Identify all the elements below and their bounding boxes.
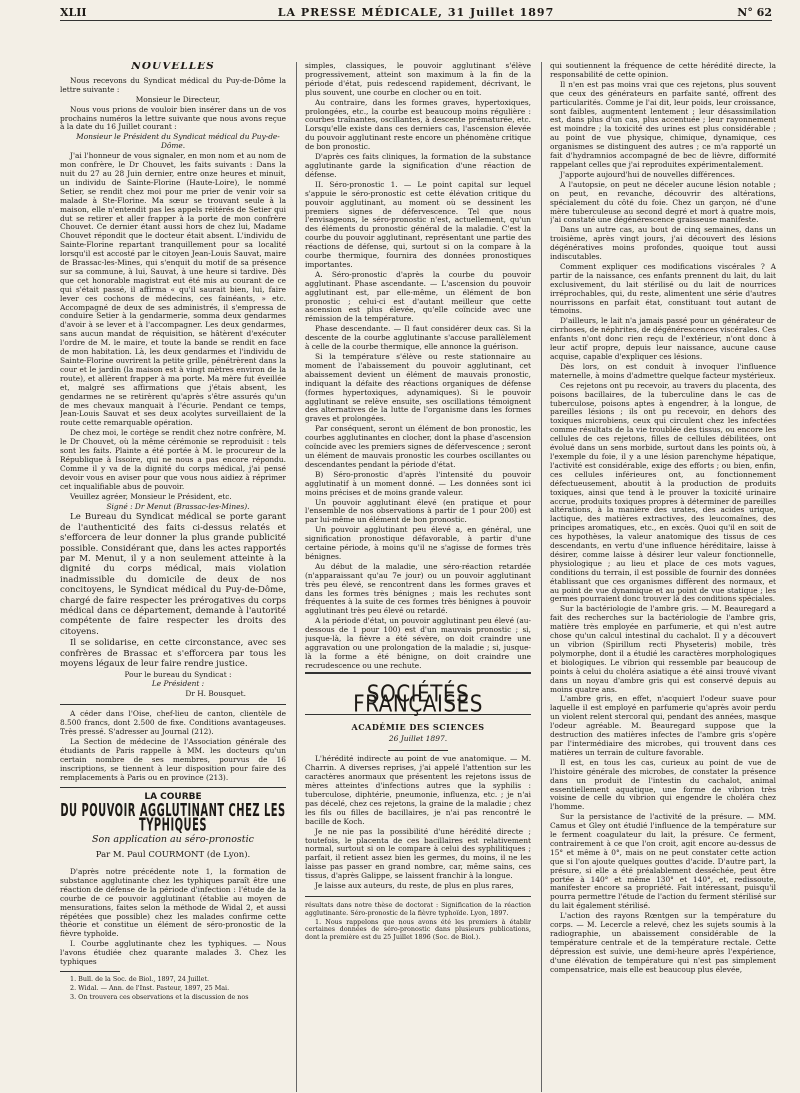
column-divider	[541, 62, 542, 1092]
paragraph: Ces rejetons ont pu recevoir, au travers du placenta, des poisons bacillaires, de la tuberculine dans le cas de tuberculose, poisons aptes à engendrer, à la longue, de pareilles lésions ; ils ont pu recevoir, en dehors des toxiques microbiens, ceux qui circulent chez les infectées comme résultats de la vie troublée des tissus, ou encore les cellules de ces rejetons, filles de cellules débilitées, ont évolué dans un sens morbide, surtout dans les points où, à l'exemple du foie, il y a une lésion parenchyme hépatique, l'activité est considérable, exige des efforts ; ou bien, enfin, ces cellules inférieures ont, au fonctionnement défectueusement, aboutit à la production de produits toxiques, ainsi que tend à le prouver la toxicité urinaire accrue, produits toxiques propres à déterminer de pareilles altérations, à la manière des urates, des acides urique, lactique, des matières extractives, des leucomaïnes, des principes aromatiques, etc., en excès. Quoi qu'il en soit de ces hypothèses, la valeur anatomique des tissus de ces descendants, en vertu d'une influence héréditaire, laisse à désirer, comme laisse à désirer leur valeur fonctionnelle, physiologique ; au lieu et place de ces mots vagues, conditions du terrain, il est possible de fournir des données établissant que ces organismes diffèrent des normaux, et au point de vue dynamique et au point de vue statique ; les germes pourraient donc trouver là des conditions spéciales.	[550, 380, 776, 604]
paragraph: qui soutiennent la fréquence de cette hérédité directe, la responsabilité de cette opinion.	[550, 62, 776, 79]
paragraph: Le Président :	[151, 679, 205, 689]
divider	[305, 896, 531, 897]
section-heading: NOUVELLES	[131, 62, 215, 72]
divider	[60, 704, 286, 705]
classified-ad: A céder dans l'Oise, chef-lieu de canton, clientèle de 8.500 francs, dont 2.500 de fixe. Conditions avantageuses. Très pressé. S'adresser au Journal (212).	[60, 709, 286, 737]
paragraph: Au contraire, dans les formes graves, hypertoxiques, prolongées, etc., la courbe est beaucoup moins régulière : courbes traînantes, oscillantes, à descente prématurée, etc. Lorsqu'elle existe dans ces derniers cas, l'ascension élevée du pouvoir agglutinant reste encore un phénomène critique de bon pronostic.	[305, 97, 531, 152]
paragraph: Un pouvoir agglutinant peu élevé a, en général, une signification pronostique défavorable, à partir d'une certaine période, à moins qu'il ne s'agisse de formes très bénignes.	[305, 525, 531, 561]
paragraph: Il n'en est pas moins vrai que ces rejetons, plus souvent que ceux des générateurs en parfaite santé, offrent des particularités. Comme je l'ai dit, leur poids, leur croissance, sont faibles, augmentent lentement ; leur désassimilation est, dans plus d'un cas, plus accentuée ; leur rayonnement est moindre ; la toxicité des urines est plus considérable ; au point de vue physique, chimique, dynamique, ces organismes se distinguent des autres ; ce m'a rapporté un fait d'hydramnios accompagné de bec de lièvre, difformité rappelant celles que j'ai reproduites expérimentalement.	[550, 79, 776, 169]
footnote: 1. Bull. de la Soc. de Biol., 1897, 24 Juillet.	[70, 974, 210, 983]
paragraph: Je laisse aux auteurs, du reste, de plus en plus rares,	[315, 881, 514, 891]
paragraph: Par conséquent, seront un élément de bon pronostic, les courbes agglutinantes en clocher, dont la phase d'ascension coïncide avec les premiers signes de défervescence ; seront un élément de mauvais pronostic les courbes oscillantes ou descendantes pendant la période d'état.	[305, 424, 531, 469]
column-divider	[296, 62, 297, 1092]
paragraph: Un pouvoir agglutinant élevé (en pratique et pour l'ensemble de nos observations à partir de 1 pour 200) est par lui-même un élément de bon pronostic.	[305, 497, 531, 525]
section-banner	[305, 672, 531, 718]
paragraph: Il est, en tous les cas, curieux au point de vue de l'histoire générale des microbes, de constater la présence dans un produit de l'intestin du cachalot, animal essentiellement aquatique, une forme de vibrion très voisine de celle du vibrion qui engendre le choléra chez l'homme.	[550, 757, 776, 812]
column-2	[305, 62, 531, 1090]
paragraph: Nous vous prions de vouloir bien insérer dans un de vos prochains numéros la lettre suivante que nous avons reçue à la date du 16 Juillet courant :	[60, 104, 286, 132]
paragraph: D'ailleurs, le lait n'a jamais passé pour un générateur de cirrhoses, de néphrites, de dégénérescences viscérales. Ces enfants n'ont donc rien reçu de l'extérieur, n'ont donc à leur actif propre, depuis leur naissance, aucune cause acquise, capable d'expliquer ces lésions.	[550, 316, 776, 361]
paragraph: Au début de la maladie, une séro-réaction retardée (n'apparaissant qu'au 7e jour) ou un pouvoir agglutinant très peu élevé, se rencontrent dans les formes graves et dans les formes très bénignes ; mais les rechutes sont fréquentes à la suite de ces formes très bénignes à pouvoir agglutinant très peu élevé ou retardé.	[305, 561, 531, 616]
signature: Dr H. Bousquet.	[185, 689, 246, 699]
session-date: 26 Juillet 1897.	[388, 734, 448, 744]
paragraph: Sur la bactériologie de l'ambre gris. — M. Beauregard a fait des recherches sur la bactériologie de l'ambre gris, matière très employée en parfumerie, et qui n'est autre chose qu'un calcul intestinal du cachalot. Il y a découvert un vibrion (Spirillum recti Physeteris) mobile, très polymorphe, dont il a étudié les caractères morphologiques et biologiques. Le vibrion qui ressemble par beaucoup de points à celui du choléra asiatique a été ainsi trouvé vivant dans un noyau d'ambre gris qui est conservé depuis au moins quatre ans.	[550, 604, 776, 694]
paragraph: A la période d'état, un pouvoir agglutinant peu élevé (au-dessous de 1 pour 100) est d'un mauvais pronostic ; si, jusque-là, la fièvre a été sévère, on doit craindre une aggravation ou une prolongation de la maladie ; si, jusque-là la forme a été bénigne, on doit craindre une recrudescence ou une rechute.	[305, 616, 531, 670]
paragraph: J'ai l'honneur de vous signaler, en mon nom et au nom de mon confrère, le Dr Chouvet, les faits suivants : Dans la nuit du 27 au 28 Juin dernier, entre onze heures et minuit, un individu de Sainte-Florine (Haute-Loire), le nommé Setier, se rendit chez moi pour me prier de venir voir sa malade à Ste-Florine. Ma sœur se trouvant seule à la maison, elle n'entendit pas les appels réitérés de Setier qui dut se retirer et aller frapper à la porte de mon confrère Chouvet. Ce dernier étant aussi hors de chez lui, Madame Chouvet répondit que le docteur était absent. L'individu de Sainte-Florine repartant tranquillement pour sa localité lorsqu'il est accosté par le citoyen Jean-Louis Sauvat, maire de Brassac-les-Mines, qui s'enquit du motif de sa présence sur sa commune, à lui, Sauvat, à une heure si tardive. Dès que cet honorable magistrat eut été mis au courant de ce qui s'était passé, il affirma « qu'il saurait bien, lui, faire lever ces cochons de médecins, ces fainéants, » etc. Accompagné de deux de ses administrés, il s'empressa de conduire Setier à la gendarmerie, somma deux gendarmes d'avoir à se lever et à l'accompagner. Les deux gendarmes, sans aucun mandat de réquisition, se hâtèrent d'exécuter l'ordre de M. le maire, et toute la bande se rendit en face de mon habitation. Là, les deux gendarmes et l'individu de Sainte-Florine ouvrirent la petite grille, pénétrèrent dans la cour et le jardin (la maison est à vingt mètres environ de la route), et allèrent frapper à ma porte. Ma mère fut éveillée et, malgré ses affirmations que j'étais absent, les gendarmes ne se retirèrent qu'après s'être assurés qu'un de mes chevaux manquait à l'écurie. Pendant ce temps, Jean-Louis Sauvat et ses deux acolytes surveillaient de la route cette remarquable opération.	[60, 151, 286, 428]
paragraph: L'ambre gris, en effet, n'acquiert l'odeur suave pour laquelle il est employé en parfumerie qu'après avoir perdu un violent relent stercoral qui, pendant des années, masque l'odeur agréable. M. Beauregard suppose que la destruction des matières infectes de l'ambre gris s'opère par l'intermédiaire des microbes, qui trouvent dans ces matières un terrain de culture favorable.	[550, 694, 776, 757]
paragraph: B) Séro-pronostic d'après l'intensité du pouvoir agglutinatif à un moment donné. — Les données sont ici moins précises et de moins grande valeur.	[305, 469, 531, 497]
footnote-rule	[60, 971, 120, 972]
paragraph: J'apporte aujourd'hui de nouvelles différences.	[560, 169, 735, 179]
paragraph: Dans un autre cas, au bout de cinq semaines, dans un troisième, après vingt jours, j'ai découvert des lésions dégénératives moins profondes, quoique tout aussi indiscutables.	[550, 225, 776, 262]
article-kicker: LA COURBE	[144, 792, 202, 803]
paragraph: Phase descendante. — Il faut considérer deux cas. Si la descente de la courbe agglutinante s'accuse parallèlement à celle de la courbe thermique, elle annonce la guérison.	[305, 324, 531, 352]
paragraph: L'action des rayons Rœntgen sur la température du corps. — M. Lecercle a relevé, chez les sujets soumis à la radiographie, un abaissement considérable de la température centrale et de la température rectale. Cette dépression est suivie, une demi-heure après l'expérience, d'une élévation de température qui n'est pas simplement compensatrice, mais elle est beaucoup plus élevée,	[550, 911, 776, 974]
footnote: 2. Widal. — Ann. de l'Inst. Pasteur, 1897, 25 Mai.	[70, 983, 230, 992]
paragraph: De chez moi, le cortège se rendit chez notre confrère, M. le Dr Chouvet, où la même cérémonie se reproduisit : tels sont les faits. Plainte a été portée à M. le procureur de la République à Issoire, qui ne nous a pas encore répondu. Comme il y va de la dignité du corps médical, j'ai pensé devoir vous en aviser pour que vous nous aidiez à réprimer cet inqualifiable abus de pouvoir.	[60, 428, 286, 491]
salutation: Monsieur le Directeur,	[135, 94, 221, 104]
signature: Signé : Dr Menut (Brassac-les-Mines).	[106, 501, 250, 511]
section-title: SOCIÉTÉS FRANÇAISES	[353, 679, 483, 718]
page-header	[60, 4, 772, 21]
footnote: 1. Nous rappelons que nous avons été les premiers à établir certaines données de séro-pronostic dans plusieurs publications, dont la première est du 25 Juillet 1896 (Soc. de Biol.).	[305, 917, 531, 942]
paragraph: Sur la persistance de l'activité de la présure. — MM. Camus et Gley ont étudié l'influence de la température sur le ferment coagulateur du lait, la présure. Ce ferment, contrairement à ce que l'on croit, agit encore au-dessus de 15° et même à 0°, mais on ne peut constater cette action que si l'on ajoute quelques gouttes d'acide. D'autre part, la présure, si elle a été préalablement desséchée, peut être portée à 140° et même 130° et 140°, et, redissoute, manifester encore sa propriété. Fait intéressant, puisqu'il pourra permettre l'étude de l'action du ferment stérilisé sur du lait également stérilisé.	[550, 812, 776, 911]
column-1	[60, 62, 286, 1090]
paragraph: L'hérédité indirecte au point de vue anatomique. — M. Charrin. A diverses reprises, j'ai appelé l'attention sur les caractères anormaux que présentent les rejetons issus de mères atteintes d'infections autres que la syphilis : tuberculose, diphtérie, pneumonie, influenza, etc. ; je n'ai pas décelé, chez ces rejetons, la graine de la maladie ; chez les fils ou filles de bacillaires, je n'ai pas rencontré le bacille de Koch.	[305, 754, 531, 826]
paragraph: simples, classiques, le pouvoir agglutinant s'élève progressivement, atteint son maximum à la fin de la période d'état, puis redescend rapidement, décrivant, le plus souvent, une courbe en clocher ou en toit.	[305, 62, 531, 97]
page-number: XLII	[60, 6, 87, 19]
footnote: résultats dans notre thèse de doctorat : Signification de la réaction agglutinante. Séro-pronostic de la fièvre typhoïde. Lyon, 1897.	[305, 900, 531, 917]
paragraph: II. Séro-pronostic 1. — Le point capital sur lequel s'appuie le séro-pronostic est cette élévation critique du pouvoir agglutinant, au moment où se dessinent les premiers signes de défervescence. Tel que nous l'envisageons, le séro-pronostic n'est, actuellement, qu'un des éléments du pronostic général de la maladie. C'est la courbe du pouvoir agglutinant, représentant une partie des réactions de défense, qui, surtout si on la compare à la courbe thermique, fournira des données pronostiques importantes.	[305, 179, 531, 269]
issue-number: N° 62	[737, 6, 772, 19]
paragraph: Pour le bureau du Syndicat :	[124, 669, 232, 679]
journal-title: LA PRESSE MÉDICALE, 31 Juillet 1897	[277, 6, 555, 19]
paragraph: D'après ces faits cliniques, la formation de la substance agglutinante garde la signification d'une réaction de défense.	[305, 152, 531, 179]
classified-ad: La Section de médecine de l'Association générale des étudiants de Paris rappelle à MM. les docteurs qu'un certain nombre de ses membres, pourvus de 16 inscriptions, se tiennent à leur disposition pour faire des remplacements à Paris ou en province (213).	[60, 736, 286, 782]
divider	[388, 750, 448, 751]
paragraph: Dès lors, on est conduit à invoquer l'influence maternelle, à moins d'admettre quelque facteur mystérieux.	[550, 361, 776, 380]
paragraph: Je ne nie pas la possibilité d'une hérédité directe ; toutefois, le placenta de ces bacillaires est relativement normal, surtout si on le compare à celui des syphilitiques ; parfait, il retient assez bien les germes, du moins, il ne les laisse pas passer en grand nombre, car, même sains, ces tissus, d'après Galippe, se laissent franchir à la longue.	[305, 826, 531, 881]
paragraph: A. Séro-pronostic d'après la courbe du pouvoir agglutinant. Phase ascendante. — L'ascension du pouvoir agglutinant est, par elle-même, un élément de bon pronostic ; celui-ci est d'autant meilleur que cette ascension est plus élevée, qu'elle coïncide avec une rémission de la température.	[305, 269, 531, 324]
paragraph: Veuillez agréer, Monsieur le Président, etc.	[70, 491, 232, 501]
paragraph: Le Bureau du Syndicat médical se porte garant de l'authenticité des faits ci-dessus relatés et s'efforcera de leur donner la plus grande publicité possible. Considérant que, dans les actes rapportés par M. Menut, il y a non seulement atteinte à la dignité du corps médical, mais violation inadmissible du domicile de deux de nos concitoyens, le Syndicat médical du Puy-de-Dôme, chargé de faire respecter les prérogatives du corps médical dans ce département, demande à l'autorité compétente de faire respecter les droits des citoyens.	[60, 512, 286, 637]
article-author: Par M. Paul COURMONT (de Lyon).	[95, 850, 251, 861]
article-title: DU POUVOIR AGGLUTINANT CHEZ LES TYPHIQUES	[60, 800, 286, 836]
paragraph: Si la température s'élève ou reste stationnaire au moment de l'abaissement du pouvoir agglutinant, cet abaissement devient un élément de mauvais pronostic, indiquant la défaite des réactions organiques de défense (formes hypertoxiques, adynamiques). Si le pouvoir agglutinant se relève ensuite, ses oscillations témoignent des alternatives de la lutte de l'organisme dans les formes graves et prolongées.	[305, 352, 531, 424]
paragraph: A l'autopsie, on peut ne déceler aucune lésion notable ; on peut, en revanche, découvrir des altérations, spécialement du côté du foie. Chez un garçon, né d'une mère tuberculeuse au second degré et mort à quatre mois, j'ai constaté une dégénérescence graisseuse manifeste.	[550, 179, 776, 225]
column-3	[550, 62, 776, 1090]
subsection-title: ACADÉMIE DES SCIENCES	[351, 721, 485, 732]
addressee: Monsieur le Président du Syndicat médical du Puy-de-Dôme.	[76, 132, 280, 151]
paragraph: Comment expliquer ces modifications viscérales ? A partir de la naissance, ces enfants prennent du lait, du lait exclusivement, du lait stérilisé ou du lait de nourrices irréprochables, qui, du reste, alimentent une série d'autres nourrissons en parfait état, constituant tout autant de témoins.	[550, 261, 776, 316]
article-subtitle: Son application au séro-pronostic	[92, 834, 254, 846]
divider	[60, 787, 286, 788]
paragraph: D'après notre précédente note 1, la formation de substance agglutinante chez les typhiques paraît être une réaction de défense de la période d'infection : l'étude de la courbe de ce pouvoir agglutinant (établie au moyen de mensurations, faites selon la méthode de Widal 2, et aussi répétées que possible) chez les malades confirme cette théorie et constitue un élément de séro-pronostic de la fièvre typhoïde.	[60, 867, 286, 939]
paragraph: Il se solidarise, en cette circonstance, avec ses confrères de Brassac et s'efforcera par tous les moyens légaux de leur faire rendre justice.	[60, 638, 286, 670]
paragraph: I. Courbe agglutinante chez les typhiques. — Nous l'avons étudiée chez quarante malades 3. Chez les typhiques	[60, 939, 286, 967]
paragraph: Nous recevons du Syndicat médical du Puy-de-Dôme la lettre suivante :	[60, 75, 286, 94]
footnote: 3. On trouvera ces observations et la discussion de nos	[70, 992, 249, 1001]
